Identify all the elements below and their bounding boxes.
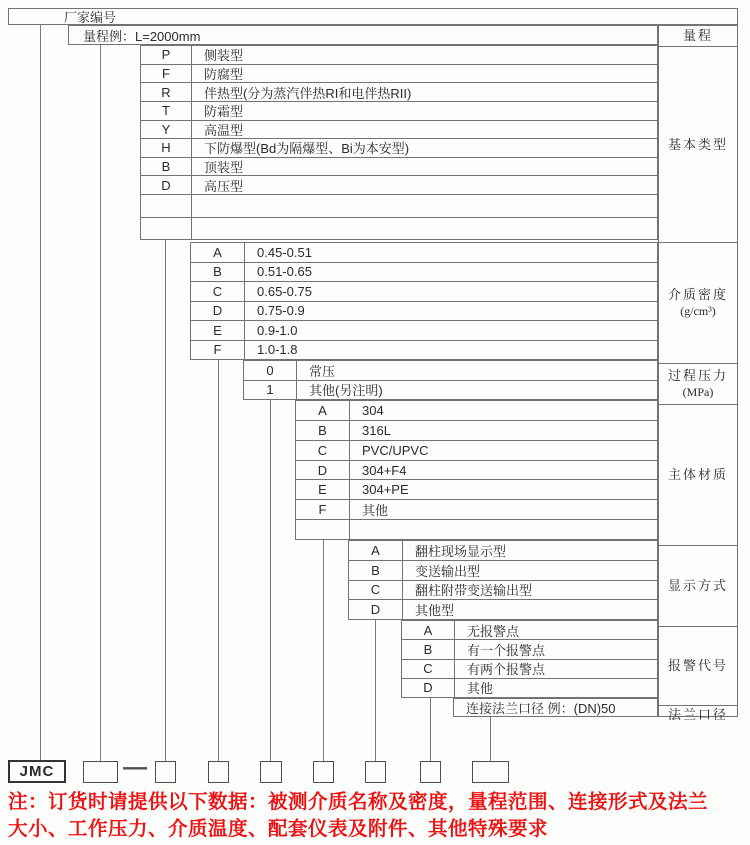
connector-line-density	[218, 360, 219, 761]
display-mode-table	[348, 540, 658, 620]
label-display-mode: 显示方式	[659, 546, 737, 627]
code-cell: D	[191, 302, 245, 321]
desc-cell: 高压型	[204, 178, 244, 194]
code-cell: P	[141, 46, 192, 64]
desc-cell: 316L	[362, 422, 391, 438]
connector-line-factory	[40, 25, 41, 761]
table-row	[402, 660, 657, 679]
desc-cell: 0.45-0.51	[257, 244, 312, 260]
code-cell	[141, 195, 192, 217]
label-basic-type: 基本类型	[659, 47, 737, 243]
connector-line-pressure	[270, 400, 271, 761]
code-cell: E	[191, 321, 245, 340]
desc-cell: 其他	[467, 681, 494, 697]
desc-cell	[350, 520, 657, 539]
connector-line-range	[100, 45, 101, 761]
code-box-display-mode	[365, 761, 386, 783]
model-prefix-label: JMC	[19, 763, 55, 780]
table-row	[141, 218, 657, 240]
desc-cell: 其他(另注明)	[309, 383, 383, 399]
factory-code-header	[8, 8, 738, 25]
label-flange: 法兰口径	[667, 706, 728, 722]
code-cell: 1	[244, 381, 297, 400]
label-pressure: 过程压力 (MPa)	[659, 364, 737, 405]
code-cell: C	[191, 282, 245, 301]
code-box-alarm	[420, 761, 441, 783]
code-cell: D	[141, 176, 192, 194]
code-box-density	[208, 761, 229, 783]
code-box-flange	[472, 761, 509, 783]
desc-cell: 304+F4	[362, 462, 407, 478]
code-cell	[296, 520, 350, 539]
table-row	[402, 640, 657, 659]
table-row	[141, 195, 657, 218]
desc-cell: 翻柱现场显示型	[415, 543, 507, 559]
desc-cell: 顶装型	[204, 160, 244, 176]
table-row	[141, 46, 657, 65]
connector-line-alarm	[430, 698, 431, 761]
desc-cell: 变送输出型	[415, 563, 481, 579]
label-material: 主体材质	[659, 405, 737, 546]
code-box-material	[313, 761, 334, 783]
code-cell: B	[191, 263, 245, 282]
basic-type-table	[140, 45, 658, 240]
table-row	[296, 401, 657, 421]
table-row	[141, 102, 657, 121]
code-cell: B	[402, 640, 455, 658]
code-cell: F	[191, 341, 245, 360]
table-row	[191, 282, 657, 302]
table-row	[141, 65, 657, 84]
code-cell: A	[402, 621, 455, 639]
desc-cell: PVC/UPVC	[362, 442, 429, 458]
table-row	[296, 480, 657, 500]
desc-cell: 伴热型(分为蒸汽伴热RI和电伴热RII)	[204, 85, 412, 101]
code-cell: H	[141, 139, 192, 157]
desc-cell	[192, 195, 657, 217]
table-row	[191, 321, 657, 341]
desc-cell: 0.51-0.65	[257, 264, 312, 280]
desc-cell: 下防爆型(Bd为隔爆型、Bi为本安型)	[204, 141, 410, 157]
desc-cell: 0.9-1.0	[257, 322, 298, 338]
code-cell: A	[191, 243, 245, 262]
desc-cell: 防腐型	[204, 66, 244, 82]
flange-desc: 连接法兰口径 例：(DN)50	[466, 701, 616, 716]
code-cell: E	[296, 480, 350, 499]
section-label-column	[658, 25, 738, 722]
table-row	[191, 243, 657, 263]
table-row	[141, 139, 657, 158]
ordering-note-line2: 大小、工作压力、介质温度、配套仪表及附件、其他特殊要求	[8, 818, 549, 840]
desc-cell: 高温型	[204, 122, 244, 138]
code-cell: A	[349, 541, 403, 560]
code-cell: Y	[141, 121, 192, 139]
label-density: 介质密度 (g/cm³)	[659, 243, 737, 364]
code-cell: A	[296, 401, 350, 420]
connector-line-flange	[490, 717, 491, 761]
table-row	[402, 621, 657, 640]
connector-line-basic-type	[165, 240, 166, 761]
code-cell: F	[141, 65, 192, 83]
alarm-table	[401, 620, 658, 698]
table-row	[402, 679, 657, 697]
connector-line-display-mode	[375, 620, 376, 761]
desc-cell: 其他型	[415, 603, 455, 619]
ordering-note-line1: 注：订货时请提供以下数据：被测介质名称及密度，量程范围、连接形式及法兰	[8, 791, 709, 813]
desc-cell: 无报警点	[467, 623, 520, 639]
table-row	[349, 541, 657, 561]
code-cell: C	[402, 660, 455, 678]
code-cell: R	[141, 83, 192, 101]
density-table	[190, 242, 658, 360]
code-cell: B	[349, 561, 403, 580]
desc-cell: 防霜型	[204, 104, 244, 120]
desc-cell: 304	[362, 402, 384, 418]
table-row	[296, 461, 657, 481]
desc-cell: 侧装型	[204, 48, 244, 64]
desc-cell: 0.65-0.75	[257, 283, 312, 299]
desc-cell: 翻柱附带变送输出型	[415, 583, 533, 599]
table-row	[191, 302, 657, 322]
table-row	[244, 381, 657, 400]
label-alarm: 报警代号	[659, 627, 737, 706]
desc-cell: 304+PE	[362, 482, 409, 498]
code-box-basic-type	[155, 761, 176, 783]
code-cell: D	[402, 679, 455, 697]
table-row	[141, 158, 657, 177]
ordering-note	[8, 789, 748, 843]
flange-row	[453, 698, 658, 717]
desc-cell: 常压	[309, 363, 336, 379]
table-row	[244, 361, 657, 381]
desc-cell: 0.75-0.9	[257, 303, 305, 319]
table-row	[141, 121, 657, 140]
code-cell: D	[296, 461, 350, 480]
desc-cell: 1.0-1.8	[257, 342, 298, 358]
code-cell: C	[296, 441, 350, 460]
connector-line-material	[323, 540, 324, 761]
table-row	[296, 441, 657, 461]
range-example-cell	[68, 25, 658, 45]
table-row	[349, 581, 657, 601]
code-cell: T	[141, 102, 192, 120]
range-example-text: 量程例：L=2000mm	[83, 28, 201, 44]
code-box-range	[83, 761, 118, 783]
code-box-pressure	[260, 761, 282, 783]
table-row	[349, 561, 657, 581]
table-row	[141, 83, 657, 102]
label-range: 量程	[659, 26, 737, 47]
desc-cell: 有两个报警点	[467, 662, 546, 678]
code-cell: B	[141, 158, 192, 176]
factory-code-label: 厂家编号	[64, 10, 117, 25]
desc-cell: 有一个报警点	[467, 642, 546, 658]
table-row	[141, 176, 657, 195]
desc-cell	[192, 218, 657, 240]
table-row	[296, 500, 657, 520]
code-cell: 0	[244, 361, 297, 380]
pressure-table	[243, 360, 658, 400]
table-row	[296, 520, 657, 539]
table-row	[191, 341, 657, 360]
code-cell: B	[296, 421, 350, 440]
dash-separator: —	[123, 754, 147, 781]
table-row	[349, 600, 657, 619]
table-row	[191, 263, 657, 283]
desc-cell: 其他	[362, 503, 389, 519]
code-cell	[141, 218, 192, 240]
code-cell: D	[349, 600, 403, 619]
code-cell: F	[296, 500, 350, 519]
model-prefix-box	[8, 760, 66, 783]
material-table	[295, 400, 658, 540]
code-cell: C	[349, 581, 403, 600]
table-row	[296, 421, 657, 441]
